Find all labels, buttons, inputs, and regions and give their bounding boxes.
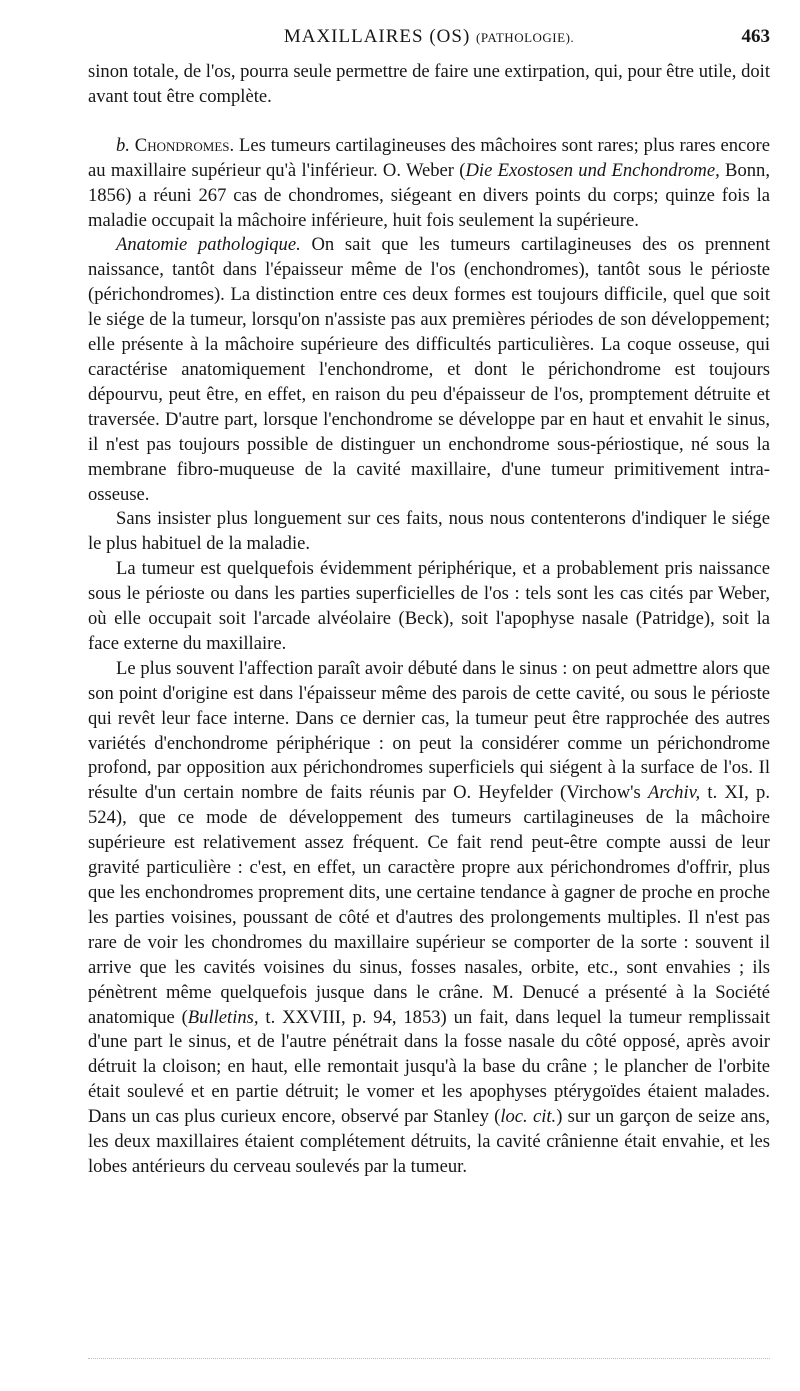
citation-loc-cit: loc. cit. (500, 1106, 557, 1128)
header-subtitle: (PATHOLOGIE). (476, 30, 575, 45)
paragraph-6-text-3: t. XXVIII, p. 94, 1853) un fait, dans lequel la tumeur remplissait d'une part le sinus, et de l'autre pénétrait dans la fosse nasale du côté opposé, après avoir détruit la cloison; en haut, elle remontait jusqu'à la base du crâne ; le plancher de l'orbite était soulevé et en partie détruit; le vomer et les apophyses ptérygoïdes étaient malades. Dans un cas plus curieux encore, observé par Stanley ( (88, 1006, 770, 1128)
footer-rule (88, 1358, 770, 1359)
paragraph-3 (88, 233, 770, 507)
paragraph-4-text: Sans insister plus longuement sur ces faits, nous nous contenterons d'indiquer le siége le plus habituel de la maladie. (88, 508, 770, 555)
section-marker: b. (116, 134, 135, 156)
paragraph-6-text-2: t. XI, p. 524), que ce mode de développement des tumeurs cartilagineuses de la mâchoire supérieure est relativement assez fréquent. Ce fait rend peut-être compte aussi de leur gravité particulière : c'est, en effet, un caractère propre aux périchondromes d'offrir, plus que les enchondromes proprement dits, une certaine tendance à gagner de proche en proche les parties voisines, poussant de côté et d'autres des prolongements multiples. Il n'est pas rare de voir les chondromes du maxillaire supérieur se comporter de la sorte : souvent il arrive que les cavités voisines du sinus, fosses nasales, orbite, etc., sont envahies ; ils pénètrent même quelquefois jusque dans le crâne. M. Denucé a présenté à la Société anatomique ( (88, 782, 770, 1028)
paragraph-1-text: sinon totale, de l'os, pourra seule permettre de faire une extirpation, qui, pour être utile, doit avant tout être complète. (88, 61, 770, 107)
page-number: 463 (741, 26, 770, 47)
paragraph-3-text: On sait que les tumeurs cartilagineuses des os prennent naissance, tantôt dans l'épaisseur même de l'os (enchondromes), tantôt sous le périoste (périchondromes). La distinction entre ces deux formes est toujours difficile, quel que soit le siége de la tumeur, lorsqu'on n'assiste pas aux premières périodes de son développement; elle présente à la mâchoire supérieure des difficultés particulières. La coque osseuse, qui caractérise anatomiquement l'enchondrome, et dont le périchondrome est toujours dépourvu, peut être, en effet, en raison du peu d'épaisseur de l'os, promptement détruite et traversée. D'autre part, lorsque l'enchondrome se développe par en haut et envahit le sinus, il n'est pas toujours possible de distinguer un enchondrome sous-périostique, né sous la membrane fibro-muqueuse de la cavité maxillaire, d'une tumeur primitivement intra-osseuse. (88, 234, 771, 505)
paragraph-5 (88, 557, 770, 657)
paragraph-5-text: La tumeur est quelquefois évidemment périphérique, et a probablement pris naissance sous le périoste ou dans les parties superficielles de l'os : tels sont les cas cités par Weber, où elle occupait soit l'arcade alvéolaire (Beck), soit l'apophyse nasale (Patridge), soit la face externe du maxillaire. (88, 558, 770, 654)
header-title: MAXILLAIRES (OS) (283, 26, 471, 47)
running-title (88, 26, 770, 48)
citation-title: Die Exostosen und Enchondrome, (465, 159, 720, 181)
paragraph-2 (88, 134, 770, 234)
paragraph-6-text-1: Le plus souvent l'affection paraît avoir débuté dans le sinus : on peut admettre alors que son point d'origine est dans l'épaisseur même des parois de cette cavité, ou sous le périoste qui revêt leur face interne. Dans ce dernier cas, la tumeur peut être rapprochée des autres variétés d'enchondrome périphérique : on peut la considérer comme un périchondrome profond, par opposition aux périchondromes superficiels qui siégent à la surface de l'os. Il résulte d'un certain nombre de faits réunis par O. Heyfelder (Virchow's (88, 657, 770, 804)
paragraph-6 (88, 657, 770, 1180)
body-text (88, 60, 770, 1180)
paragraph-1 (88, 60, 770, 110)
subsection-heading: Anatomie pathologique. (116, 234, 301, 256)
citation-bulletins: Bulletins, (187, 1006, 259, 1028)
section-heading: Chondromes. (134, 134, 235, 156)
running-header (88, 26, 770, 52)
paragraph-2-text-2: Bonn, 1856) a réuni 267 cas de chondromes, siégeant en divers points du corps; quinze fois la maladie occupait la mâchoire inférieure, huit fois seulement la supérieure. (88, 159, 770, 231)
paragraph-4 (88, 507, 770, 557)
citation-archiv: Archiv, (648, 782, 701, 804)
paragraph-2-text-1: Les tumeurs cartilagineuses des mâchoires sont rares; plus rares encore au maxillaire supérieur qu'à l'inférieur. O. Weber ( (88, 134, 770, 181)
paragraph-6-text-4: ) sur un garçon de seize ans, les deux maxillaires étaient complétement détruits, la cavité crânienne était envahie, et les lobes antérieurs du cerveau soulevés par la tumeur. (88, 1106, 770, 1177)
